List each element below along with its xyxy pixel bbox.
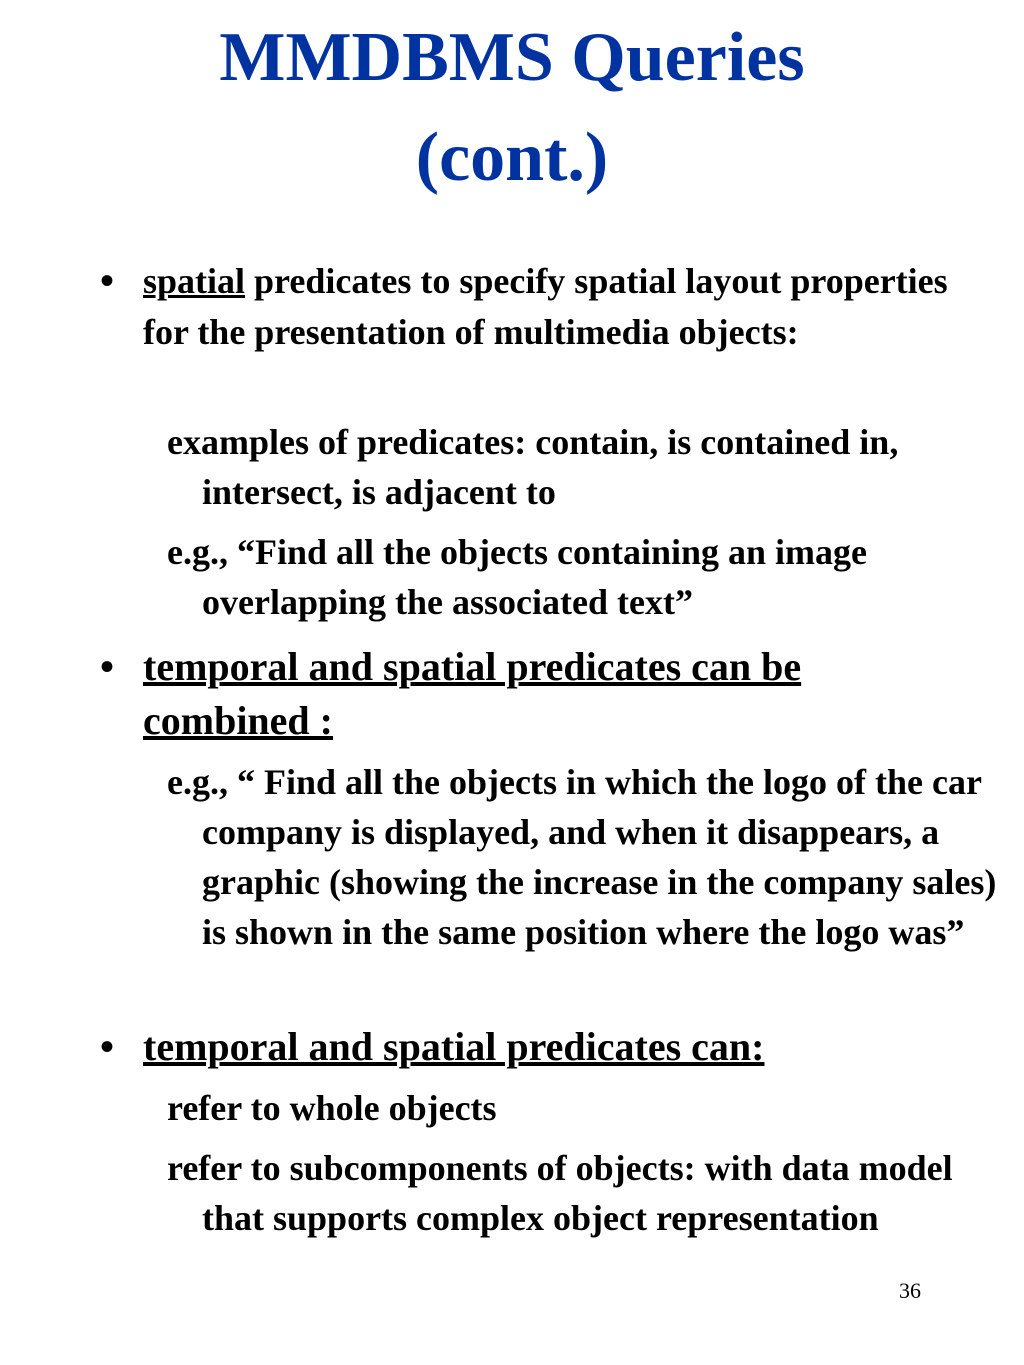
- bullet-text: temporal and spatial predicates can:: [143, 1024, 765, 1069]
- bullet-lead-term: spatial: [143, 261, 246, 301]
- sub-item-combined-query-example: e.g., “ Find all the objects in which the logo of the car company is displayed, and when it disappears, a graphic (showing the increase in the company sales) is shown in the same position where the logo was”: [167, 762, 997, 952]
- bullet-refer: [143, 1020, 973, 1074]
- sub-item-spatial-query-example: e.g., “Find all the objects containing an image overlapping the associated text”: [167, 532, 867, 622]
- sub-item-predicate-examples: examples of predicates: contain, is contained in, intersect, is adjacent to: [167, 422, 899, 512]
- bullet-marker: •: [100, 258, 115, 303]
- bullet-marker: •: [100, 644, 115, 689]
- sub-item-subcomponents: refer to subcomponents of objects: with data model that supports complex object representation: [167, 1148, 953, 1238]
- bullet-marker: •: [100, 1024, 115, 1069]
- bullet-text: predicates to specify spatial layout properties for the presentation of multimedia objects:: [143, 261, 948, 352]
- bullet-combined: [143, 640, 923, 748]
- bullet-spatial: [143, 256, 973, 358]
- slide-title-line-1: MMDBMS Queries: [219, 19, 805, 96]
- slide-title-line-2: (cont.): [415, 119, 609, 196]
- sub-item-whole-objects: refer to whole objects: [167, 1088, 497, 1128]
- bullet-text: temporal and spatial predicates can be combined :: [143, 644, 802, 743]
- slide-title: [0, 8, 1024, 208]
- page-number: 36: [899, 1278, 921, 1303]
